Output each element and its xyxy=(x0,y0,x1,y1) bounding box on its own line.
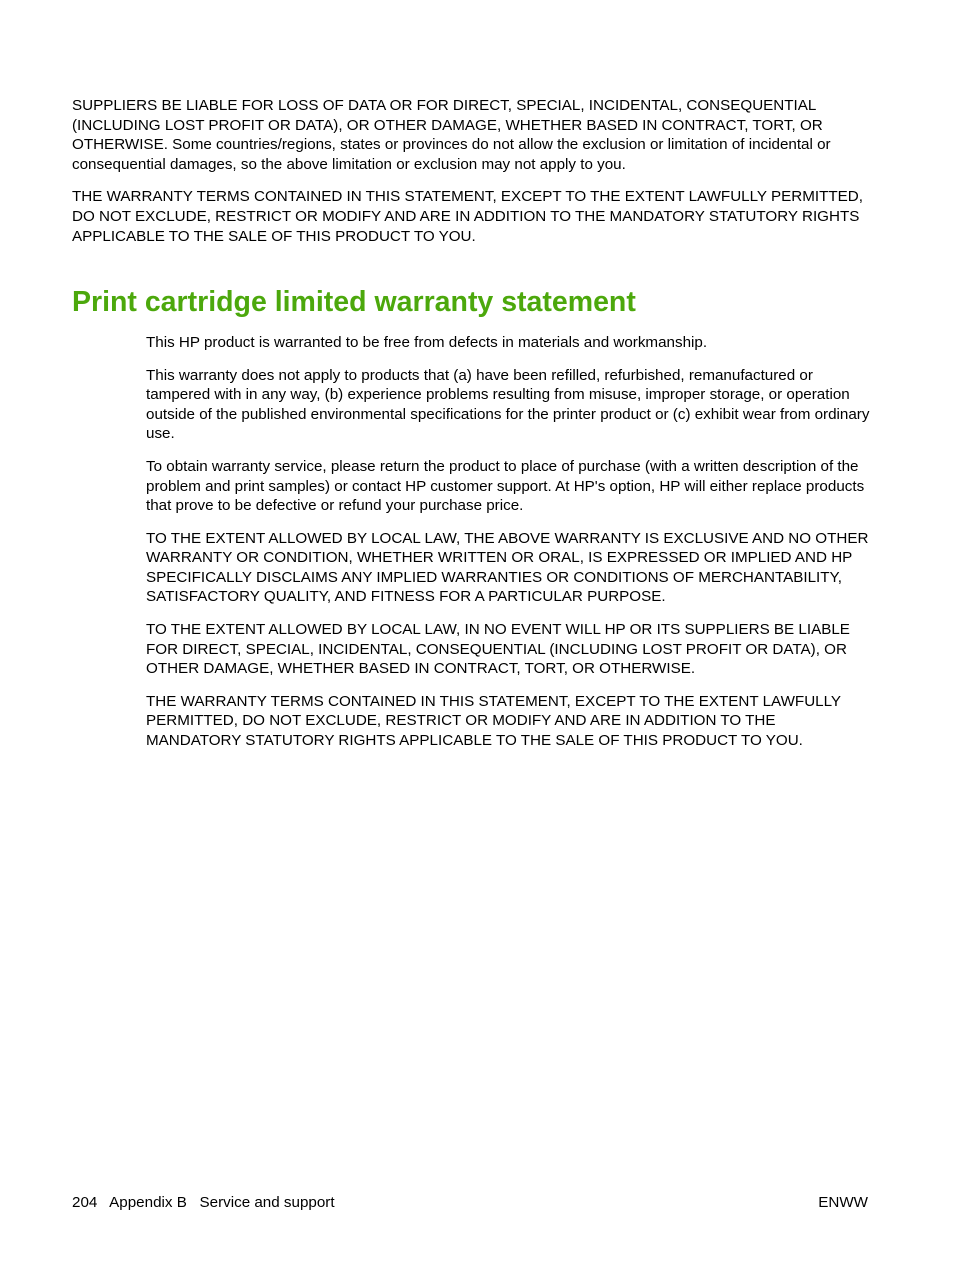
paragraph-statutory-rights: THE WARRANTY TERMS CONTAINED IN THIS STATEMENT, EXCEPT TO THE EXTENT LAWFULLY PERMITTED, DO NOT EXCLUDE, RESTRICT OR MODIFY AND ARE IN ADDITION TO THE MANDATORY STATUTORY RIGHTS APPLICABLE TO THE SALE OF THIS PRODUCT TO YOU. xyxy=(146,693,841,749)
section-heading: Print cartridge limited warranty statement xyxy=(72,286,636,318)
section-body xyxy=(146,333,872,764)
paragraph-exclusive-warranty: TO THE EXTENT ALLOWED BY LOCAL LAW, THE ABOVE WARRANTY IS EXCLUSIVE AND NO OTHER WARRANTY OR CONDITION, WHETHER WRITTEN OR ORAL, IS EXPRESSED OR IMPLIED AND HP SPECIFICALLY DISCLAIMS ANY IMPLIED WARRANTIES OR CONDITIONS OF MERCHANTABILITY, SATISFACTORY QUALITY, AND FITNESS FOR A PARTICULAR PURPOSE. xyxy=(146,530,869,606)
intro-text xyxy=(72,96,872,259)
footer-page-info: 204 Appendix B Service and support xyxy=(72,1194,335,1211)
paragraph-exclusions: This warranty does not apply to products that (a) have been refilled, refurbished, remanufactured or tampered with in any way, (b) experience problems resulting from misuse, improper storage, or operation outside of the published environmental specifications for the printer product or (c) exhibit wear from ordinary use. xyxy=(146,367,870,443)
footer-edition-code: ENWW xyxy=(818,1194,868,1211)
intro-paragraph-liability: SUPPLIERS BE LIABLE FOR LOSS OF DATA OR FOR DIRECT, SPECIAL, INCIDENTAL, CONSEQUENTIAL (INCLUDING LOST PROFIT OR DATA), OR OTHER DAMAGE, WHETHER BASED IN CONTRACT, TORT, OR OTHERWISE. Some countries/regions, states or provinces do not allow the exclusion or limitation of incidental or consequential damages, so the above limitation or exclusion may not apply to you. xyxy=(72,97,831,173)
paragraph-warranty-service: To obtain warranty service, please return the product to place of purchase (with a written description of the problem and print samples) or contact HP customer support. At HP's option, HP will either replace products that prove to be defective or refund your purchase price. xyxy=(146,458,865,515)
paragraph-liability-limit: TO THE EXTENT ALLOWED BY LOCAL LAW, IN NO EVENT WILL HP OR ITS SUPPLIERS BE LIABLE FOR DIRECT, SPECIAL, INCIDENTAL, CONSEQUENTIAL (INCLUDING LOST PROFIT OR DATA), OR OTHER DAMAGE, WHETHER BASED IN CONTRACT, TORT, OR OTHERWISE. xyxy=(146,621,850,678)
intro-paragraph-statutory-rights: THE WARRANTY TERMS CONTAINED IN THIS STATEMENT, EXCEPT TO THE EXTENT LAWFULLY PERMITTED, DO NOT EXCLUDE, RESTRICT OR MODIFY AND ARE IN ADDITION TO THE MANDATORY STATUTORY RIGHTS APPLICABLE TO THE SALE OF THIS PRODUCT TO YOU. xyxy=(72,188,863,245)
paragraph-warranty-scope: This HP product is warranted to be free from defects in materials and workmanship. xyxy=(146,334,708,351)
